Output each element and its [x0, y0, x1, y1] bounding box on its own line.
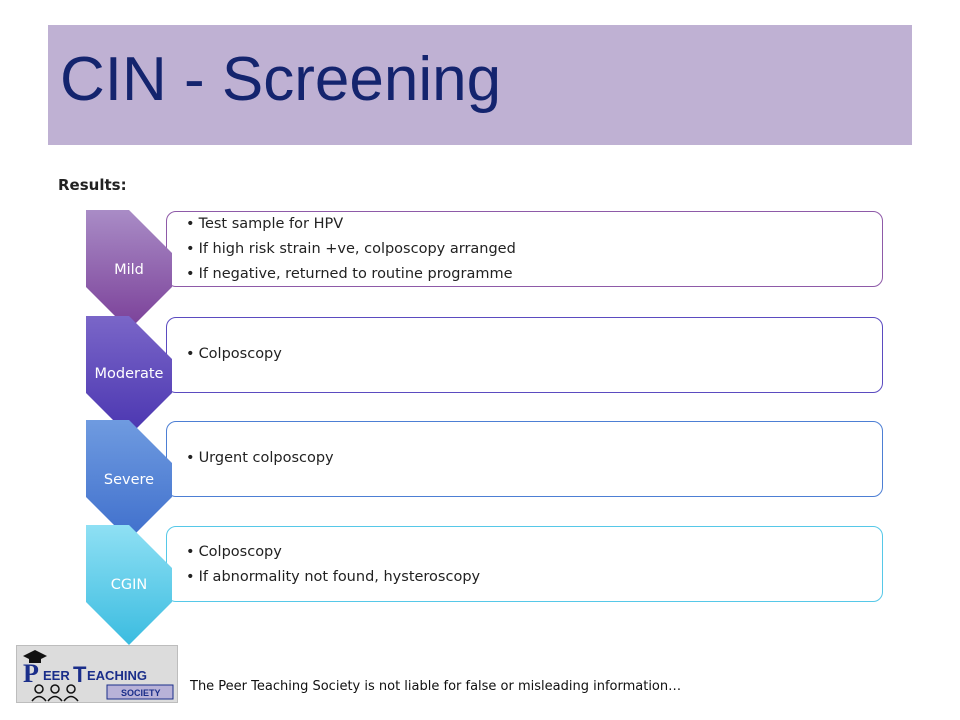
level-box-cgin	[166, 526, 883, 602]
level-row-cgin	[86, 525, 886, 645]
level-label-mild: Mild	[114, 262, 144, 278]
level-bullets-cgin	[186, 527, 872, 601]
svg-text:T: T	[73, 662, 87, 687]
slide-title: CIN - Screening	[60, 45, 502, 114]
level-label-severe: Severe	[103, 472, 155, 488]
list-item: • Urgent colposcopy	[186, 448, 872, 468]
title-bar	[48, 25, 912, 145]
svg-text:SOCIETY: SOCIETY	[121, 688, 161, 698]
logo-graphic-icon	[17, 646, 177, 702]
level-label-moderate: Moderate	[94, 366, 164, 382]
svg-text:EACHING: EACHING	[87, 668, 147, 683]
level-row-mild	[86, 210, 886, 330]
society-logo	[16, 645, 178, 703]
list-item: • Test sample for HPV	[186, 214, 872, 234]
svg-text:EER: EER	[43, 668, 70, 683]
disclaimer-text: The Peer Teaching Society is not liable for false or misleading information…	[190, 679, 682, 694]
list-item: • Colposcopy	[186, 344, 872, 364]
level-row-severe	[86, 420, 886, 540]
list-item: • Colposcopy	[186, 542, 872, 562]
level-bullets-moderate	[186, 318, 872, 392]
level-row-moderate	[86, 316, 886, 436]
results-label: Results:	[58, 176, 127, 194]
list-item: • If negative, returned to routine programme	[186, 264, 872, 284]
level-box-severe	[166, 421, 883, 497]
level-bullets-mild	[186, 212, 872, 286]
list-item: • If abnormality not found, hysteroscopy	[186, 567, 872, 587]
svg-text:P: P	[23, 659, 39, 688]
level-box-mild	[166, 211, 883, 287]
list-item: • If high risk strain +ve, colposcopy arranged	[186, 239, 872, 259]
level-bullets-severe	[186, 422, 872, 496]
level-label-cgin: CGIN	[110, 577, 148, 593]
level-box-moderate	[166, 317, 883, 393]
